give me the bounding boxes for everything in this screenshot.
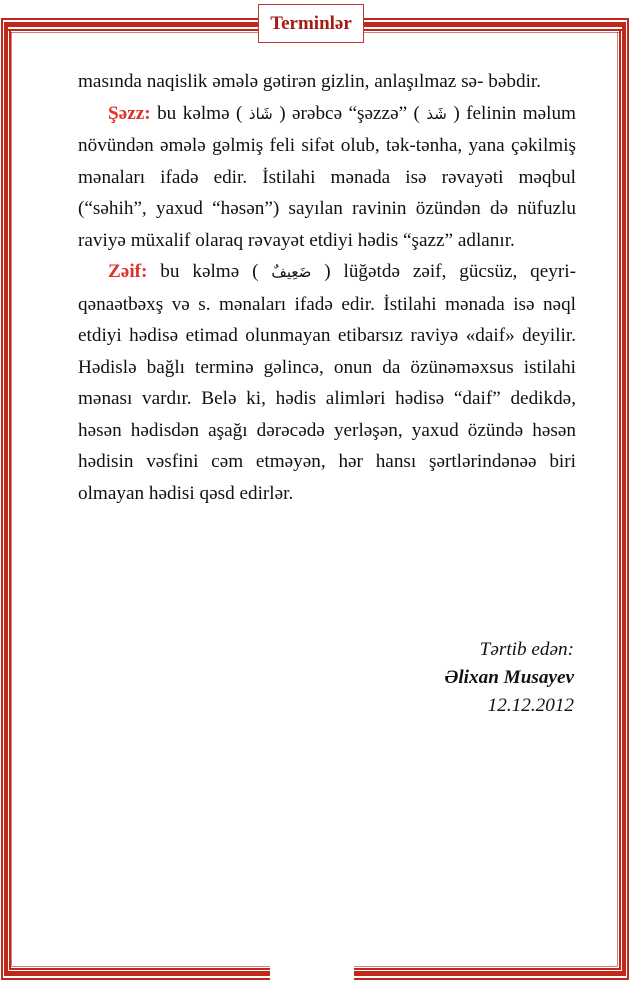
- article-body: [78, 66, 576, 509]
- entry-shazz-text-3: ) felinin məlum növündən əmələ gəlmiş feli sifət olub, tək-tənha, yana çəkilmiş mənaları ifadə edir. İstilahi mənada isə rəvayəti məqbul (“səhih”, yaxud “həsən”) sayılan ravinin özündən də nüfuzlu raviyə müxalif olaraq rəvayət etdiyi hədis “şazz” adlanır.: [78, 102, 576, 251]
- section-title: Terminlər: [270, 12, 352, 34]
- signature-label: Tərtib edən:: [479, 639, 574, 660]
- arabic-word-daif: ضَعِيفٌ: [271, 263, 312, 281]
- entry-shazz-text-1: bu kəlmə (: [150, 102, 249, 124]
- intro-line-2: bəbdir.: [488, 71, 542, 92]
- entry-shazz-text-2: ) ərəbcə “şəzzə” (: [272, 102, 427, 124]
- arabic-word-shazz: شَاذ: [248, 104, 273, 123]
- intro-line-1: masında naqislik əmələ gətirən gizlin, anlaşılmaz sə-: [78, 71, 484, 92]
- entry-shazz: [78, 98, 576, 257]
- frame-left-outer-line: [1, 18, 3, 980]
- frame-left-thick-line: [4, 22, 8, 976]
- intro-paragraph: [78, 66, 576, 98]
- entry-zeif: [78, 256, 576, 509]
- signature-author: Əlixan Musayev: [444, 667, 574, 688]
- term-label-shazz: Şəzz:: [108, 102, 151, 124]
- frame-right-inner-line: [619, 29, 621, 969]
- frame-left-innermost-line: [11, 32, 12, 966]
- entry-zeif-text-2: ) lüğətdə zəif, gücsüz, qeyri-qənaətbəxş və s. mənaları ifadə edir. İstilahi mənada isə nəql etdiyi hədisə etimad olunmayan etibarsız raviyə «daif» deyilir. Hədislə bağlı terminə gəlincə, onun da özünəməxsus istilahi mənası vardır. Belə ki, hədis alimləri hədisə “daif” dedikdə, həsən hədisdən aşağı dərəcədə yerləşən, yaxud özündə həsən hədisin vəsfini cəm etməyən, hər hansı şərtlərindənəə biri olmayan hədisi qəsd edirlər.: [78, 261, 576, 504]
- arabic-word-shazza: شَذ: [426, 104, 447, 123]
- frame-right-thick-line: [622, 22, 626, 976]
- entry-zeif-text-1: bu kəlmə (: [147, 261, 272, 282]
- frame-right-innermost-line: [617, 32, 618, 966]
- signature-block: [444, 636, 574, 720]
- section-title-box: [258, 4, 364, 43]
- frame-right-outer-line: [627, 18, 629, 980]
- term-label-zeif: Zəif:: [108, 261, 148, 282]
- signature-date: 12.12.2012: [487, 695, 574, 716]
- frame-bottom-gap: [270, 964, 354, 984]
